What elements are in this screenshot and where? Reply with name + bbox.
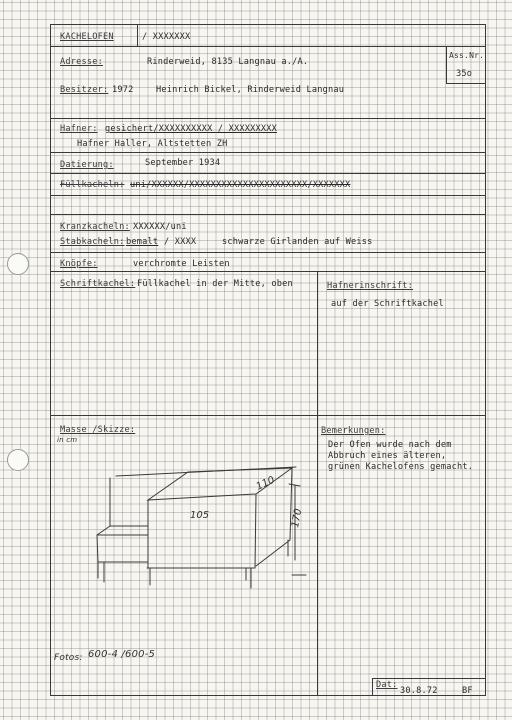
hafnerinschrift-value: auf der Schriftkachel — [331, 299, 444, 309]
masse-label: Masse /Skizze: — [60, 425, 136, 435]
hafner-value: gesichert/XXXXXXXXXX / XXXXXXXXX — [105, 124, 277, 134]
form-title: KACHELOFEN — [60, 32, 114, 42]
stabkacheln-label: Stabkacheln: — [60, 237, 125, 247]
knoepfe-label: Knöpfe: — [60, 259, 98, 269]
hafner-label: Hafner: — [60, 124, 98, 134]
adresse-label: Adresse: — [60, 57, 103, 67]
dat-value: 30.8.72 — [400, 686, 438, 696]
fuellkacheln-value: uni/XXXXXX/XXXXXXXXXXXXXXXXXXXXXX/XXXXXXX — [130, 180, 351, 190]
knoepfe-value: verchromte Leisten — [133, 259, 230, 269]
sketch-width-label: 105 — [190, 510, 210, 521]
ass-nr-label: Ass.Nr. — [449, 51, 485, 60]
masse-unit-note: in cm — [57, 436, 78, 444]
besitzer-label: Besitzer: — [60, 85, 109, 95]
fotos-value: 600-4 /600-5 — [88, 649, 156, 660]
fuellkacheln-label: Füllkacheln: — [60, 180, 125, 190]
form-title-redacted: / XXXXXXX — [142, 32, 191, 42]
stabkacheln-value1: bemalt — [126, 237, 159, 247]
fotos-label: Fotos: — [54, 653, 83, 663]
sketch-depth-label: 110 — [254, 474, 277, 493]
bemerkungen-label: Bemerkungen: — [321, 426, 386, 436]
bemerkungen-line2: Abbruch eines älteren, — [328, 451, 447, 461]
datierung-label: Datierung: — [60, 160, 114, 170]
besitzer-year: 1972 — [112, 85, 134, 95]
kranzkacheln-value: XXXXXX/uni — [133, 222, 187, 232]
sketch-height-label: 170 — [290, 507, 305, 529]
dat-label: Dat: — [376, 680, 398, 690]
kranzkacheln-label: Kranzkacheln: — [60, 222, 130, 232]
stabkacheln-value3: schwarze Girlanden auf Weiss — [222, 237, 373, 247]
hafnerinschrift-label: Hafnerinschrift: — [327, 281, 413, 291]
stabkacheln-value2: / XXXX — [164, 237, 197, 247]
dat-initials: BF — [462, 686, 473, 696]
datierung-value: September 1934 — [145, 158, 221, 168]
bemerkungen-line3: grünen Kachelofens gemacht. — [328, 462, 474, 472]
schriftkachel-value: Füllkachel in der Mitte, oben — [137, 279, 293, 289]
adresse-value: Rinderweid, 8135 Langnau a./A. — [147, 57, 309, 67]
schriftkachel-label: Schriftkachel: — [60, 279, 136, 289]
hafner-line2: Hafner Haller, Altstetten ZH — [77, 139, 228, 149]
besitzer-value: Heinrich Bickel, Rinderweid Langnau — [156, 85, 345, 95]
ass-nr-value: 35o — [456, 69, 473, 79]
bemerkungen-line1: Der Ofen wurde nach dem — [328, 440, 452, 450]
